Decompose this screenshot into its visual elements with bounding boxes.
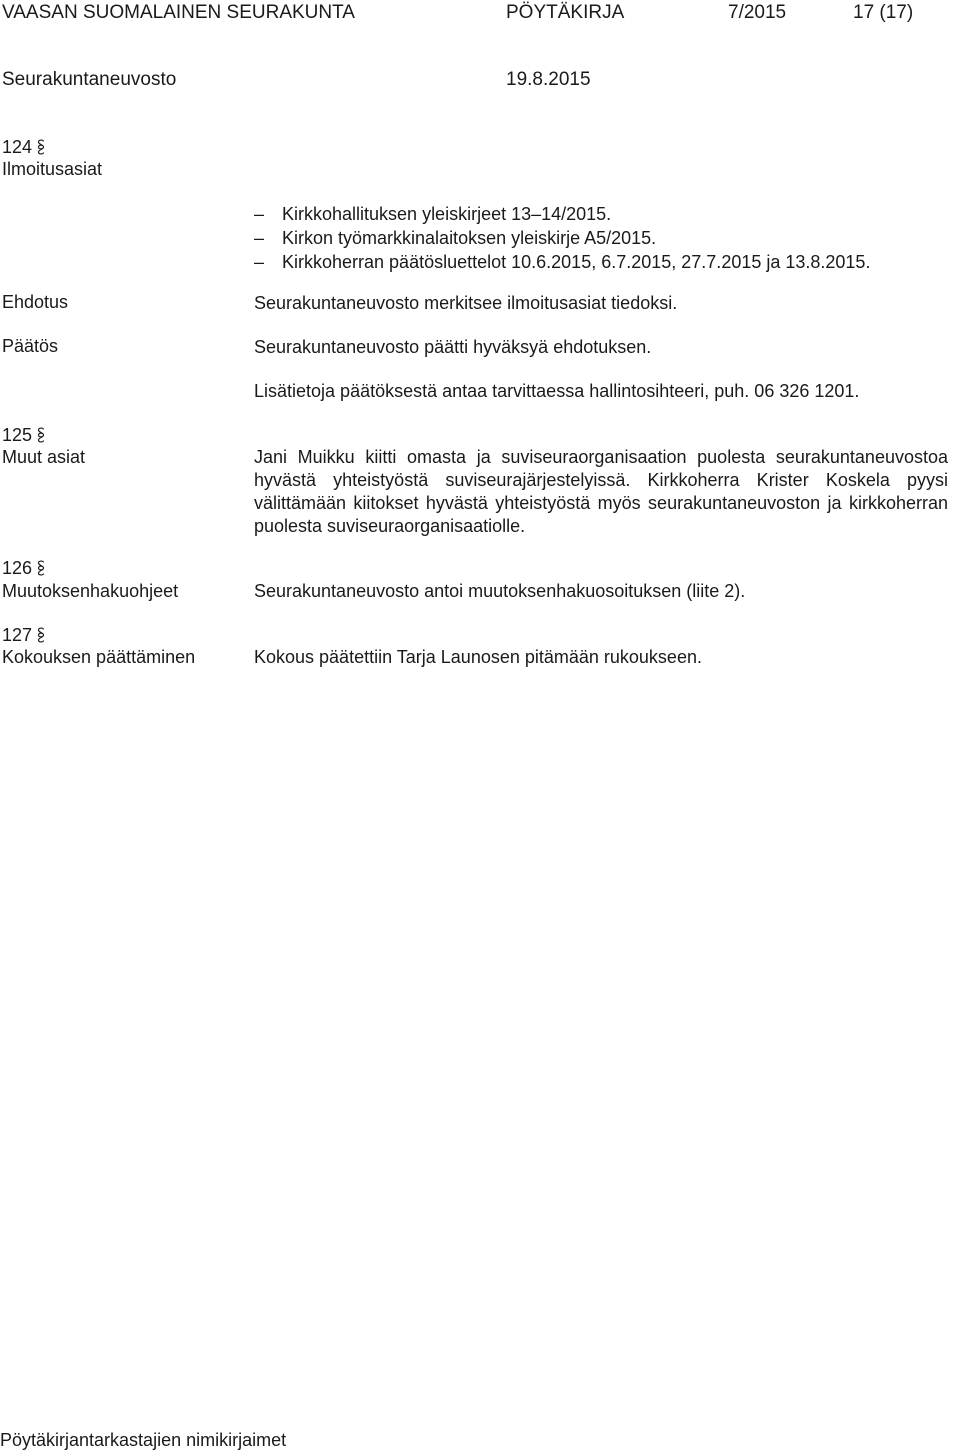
section-number-124: 124 xyxy=(2,136,46,158)
section-mark-icon xyxy=(36,559,46,577)
list-item: – Kirkon työmarkkinalaitoksen yleiskirje A5/2015. xyxy=(254,228,657,248)
section-body-125: Jani Muikku kiitti omasta ja suviseuraorganisaation puolesta seurakuntaneuvostoa hyvästä yhteistyöstä suviseurajärjestelyissä. Kirkkoherra Krister Koskela pyysi välittämään kiitokset hyvästä yhteistyöstä myös seurakuntaneuvoston ja kirkkoherran puolesta suviseuraorganisaatiolle. xyxy=(254,447,948,536)
list-item: – Kirkkohallituksen yleiskirjeet 13–14/2015. xyxy=(254,204,612,224)
additional-info-text: Lisätietoja päätöksestä antaa tarvittaessa hallintosihteeri, puh. 06 326 1201. xyxy=(254,381,860,401)
page-number: 17 (17) xyxy=(853,2,914,23)
meeting-date: 19.8.2015 xyxy=(506,69,591,90)
section-title-125: Muut asiat xyxy=(2,447,86,467)
document-number: 7/2015 xyxy=(728,2,787,23)
section-mark-icon xyxy=(36,138,46,156)
section-body-126: Seurakuntaneuvosto antoi muutoksenhakuosoituksen (liite 2). xyxy=(254,581,746,601)
section-mark-icon xyxy=(36,426,46,444)
section-number-125: 125 xyxy=(2,424,46,446)
proposal-text: Seurakuntaneuvosto merkitsee ilmoitusasiat tiedoksi. xyxy=(254,293,678,313)
proposal-label: Ehdotus xyxy=(2,292,69,312)
section-title-127: Kokouksen päättäminen xyxy=(2,647,196,667)
section-mark-icon xyxy=(36,626,46,644)
section-number-127: 127 xyxy=(2,624,46,646)
section-title-126: Muutoksenhakuohjeet xyxy=(2,581,179,601)
document-type: PÖYTÄKIRJA xyxy=(506,2,625,23)
footer-initials-label: Pöytäkirjantarkastajien nimikirjaimet xyxy=(0,1430,287,1450)
notice-list xyxy=(254,202,870,274)
section-body-127: Kokous päätettiin Tarja Launosen pitämään rukoukseen. xyxy=(254,647,702,667)
section-number-126: 126 xyxy=(2,557,46,579)
section-title-124: Ilmoitusasiat xyxy=(2,159,103,179)
decision-label: Päätös xyxy=(2,336,59,356)
list-item: – Kirkkoherran päätösluettelot 10.6.2015, 6.7.2015, 27.7.2015 ja 13.8.2015. xyxy=(254,252,871,272)
decision-text: Seurakuntaneuvosto päätti hyväksyä ehdotuksen. xyxy=(254,337,652,357)
organization-name: VAASAN SUOMALAINEN SEURAKUNTA xyxy=(2,2,355,23)
governing-body: Seurakuntaneuvosto xyxy=(2,69,177,90)
